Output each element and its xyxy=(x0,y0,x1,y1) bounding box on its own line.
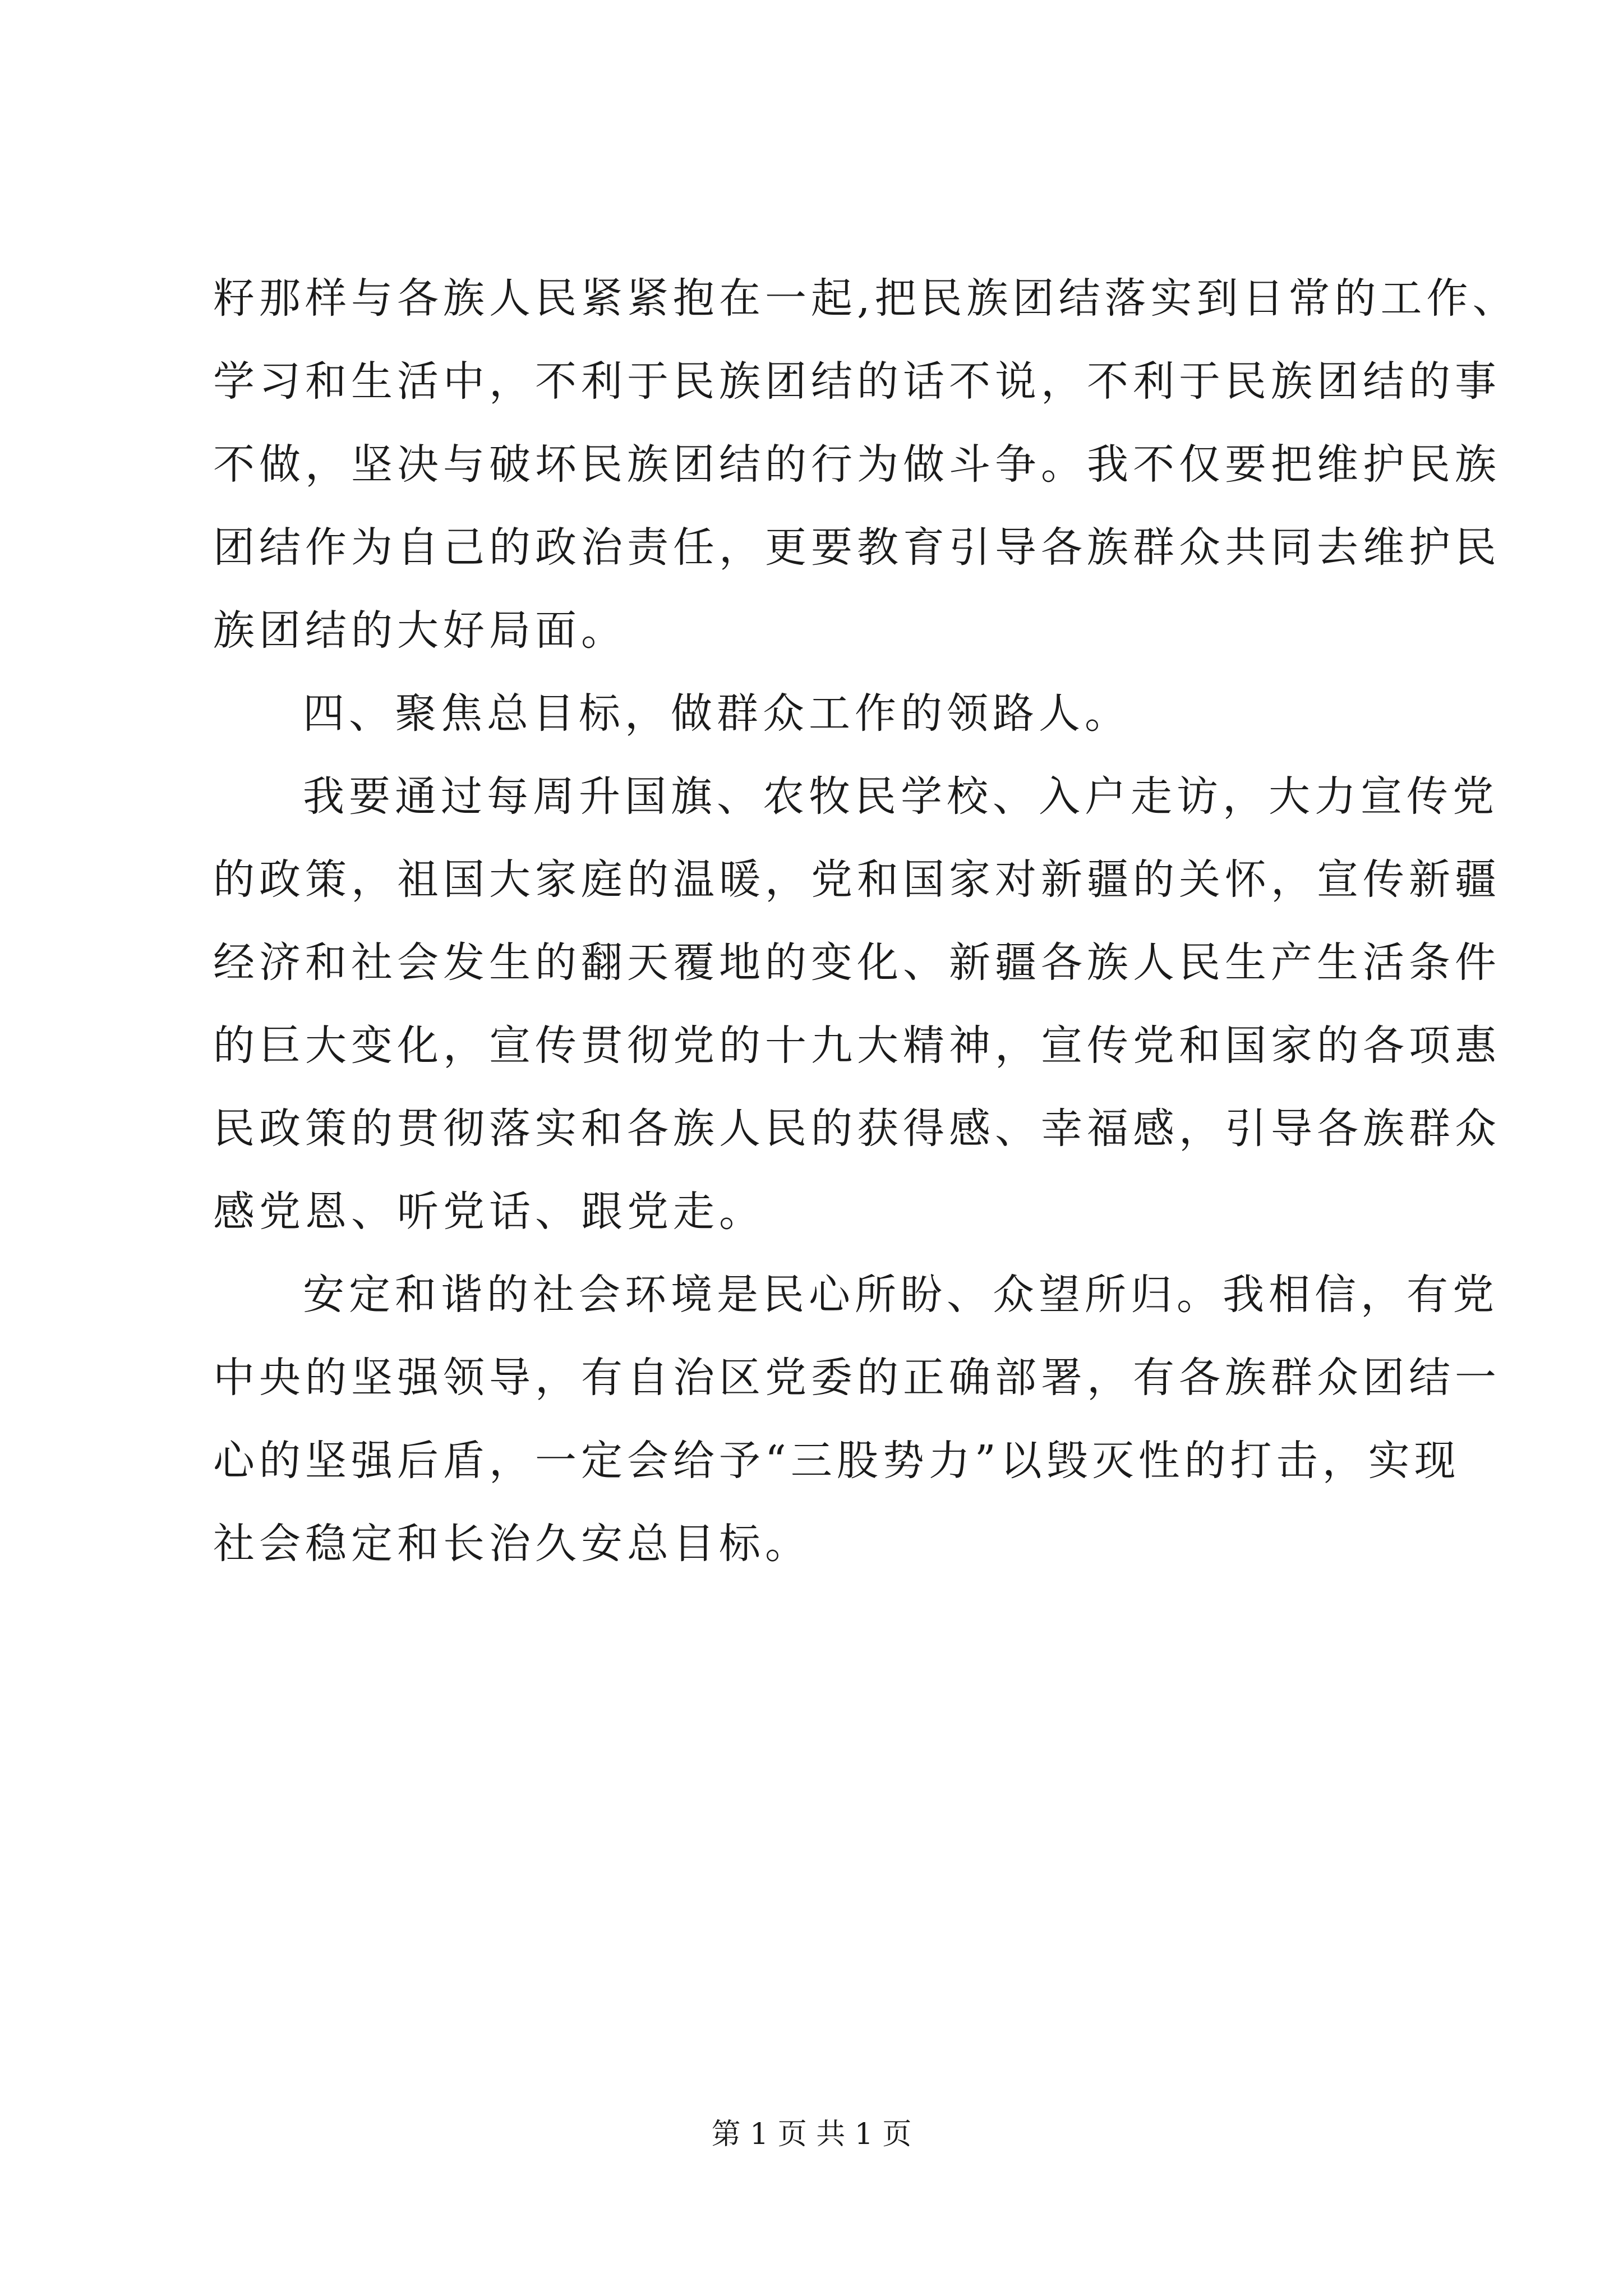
text-line: 团结作为自己的政治责任，更要教育引导各族群众共同去维护民 xyxy=(213,523,1501,572)
text-line: 族团结的大好局面。 xyxy=(213,606,627,655)
text-line: 的巨大变化，宣传贯彻党的十九大精神，宣传党和国家的各项惠 xyxy=(213,1022,1501,1070)
text-line: 感党恩、听党话、跟党走。 xyxy=(213,1188,765,1236)
text-line: 民政策的贯彻落实和各族人民的获得感、幸福感，引导各族群众 xyxy=(213,1105,1501,1153)
text-line: 籽那样与各族人民紧紧抱在一起,把民族团结落实到日常的工作、 xyxy=(213,274,1519,323)
text-line: 学习和生活中，不利于民族团结的话不说，不利于民族团结的事 xyxy=(213,357,1501,406)
text-line: 不做，坚决与破坏民族团结的行为做斗争。我不仅要把维护民族 xyxy=(213,440,1501,489)
text-line: 经济和社会发生的翻天覆地的变化、新疆各族人民生产生活条件 xyxy=(213,938,1501,987)
text-line: 安定和谐的社会环境是民心所盼、众望所归。我相信，有党 xyxy=(303,1271,1498,1319)
document-body xyxy=(213,257,1519,1585)
page-footer xyxy=(0,2115,1623,2154)
text-line: 的政策，祖国大家庭的温暖，党和国家对新疆的关怀，宣传新疆 xyxy=(213,855,1501,904)
text-line: 社会稳定和长治久安总目标。 xyxy=(213,1520,811,1568)
section-heading: 四、聚焦总目标，做群众工作的领路人。 xyxy=(303,689,1131,738)
text-line: 我要通过每周升国旗、农牧民学校、入户走访，大力宣传党 xyxy=(303,772,1498,821)
page-number: 第 1 页 共 1 页 xyxy=(711,2118,912,2151)
text-line: 心的坚强后盾，一定会给予“三股势力”以毁灭性的打击，实现 xyxy=(213,1437,1460,1485)
text-line: 中央的坚强领导，有自治区党委的正确部署，有各族群众团结一 xyxy=(213,1354,1501,1402)
